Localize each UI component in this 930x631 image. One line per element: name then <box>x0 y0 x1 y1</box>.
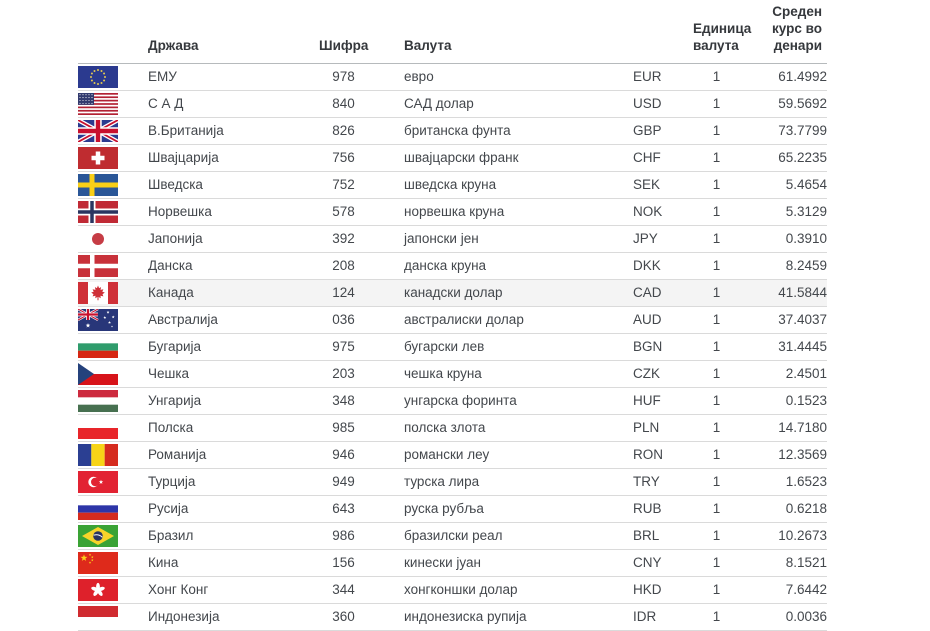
eu-flag-icon <box>78 66 118 88</box>
country-flag-cell <box>78 468 148 495</box>
table-row[interactable] <box>78 414 827 441</box>
country-flag-cell <box>78 441 148 468</box>
table-row[interactable] <box>78 306 827 333</box>
currency-numeric-code: 124 <box>319 279 380 306</box>
currency-iso-code: SEK <box>633 171 693 198</box>
table-row[interactable] <box>78 576 827 603</box>
country-name: Швајцарија <box>148 144 319 171</box>
country-name: Норвешка <box>148 198 319 225</box>
country-flag-cell <box>78 198 148 225</box>
cn-flag-icon <box>78 552 118 574</box>
table-row[interactable] <box>78 171 827 198</box>
country-name: Бразил <box>148 522 319 549</box>
currency-numeric-code: 643 <box>319 495 380 522</box>
currency-numeric-code: 986 <box>319 522 380 549</box>
middle-rate: 31.4445 <box>748 333 827 360</box>
country-name: Данска <box>148 252 319 279</box>
currency-iso-code: NOK <box>633 198 693 225</box>
country-flag-cell <box>78 306 148 333</box>
country-name: Австралија <box>148 306 319 333</box>
country-flag-cell <box>78 522 148 549</box>
currency-numeric-code: 360 <box>319 603 380 630</box>
country-flag-cell <box>78 117 148 144</box>
currency-numeric-code: 752 <box>319 171 380 198</box>
country-name: Индонезија <box>148 603 319 630</box>
currency-iso-code: HKD <box>633 576 693 603</box>
currency-iso-code: HUF <box>633 387 693 414</box>
currency-iso-code: PLN <box>633 414 693 441</box>
table-row[interactable] <box>78 279 827 306</box>
currency-unit: 1 <box>693 414 748 441</box>
rate-column-header: Среден курс во денари <box>748 0 827 63</box>
flag-column-header <box>78 0 148 63</box>
currency-iso-code: CNY <box>633 549 693 576</box>
middle-rate: 37.4037 <box>748 306 827 333</box>
currency-name: хонгконшки долар <box>380 576 633 603</box>
currency-unit: 1 <box>693 576 748 603</box>
middle-rate: 0.1523 <box>748 387 827 414</box>
middle-rate: 1.6523 <box>748 468 827 495</box>
iso-code-column-header <box>633 0 693 63</box>
hk-flag-icon <box>78 579 118 601</box>
currency-numeric-code: 392 <box>319 225 380 252</box>
currency-unit: 1 <box>693 63 748 90</box>
country-name: Канада <box>148 279 319 306</box>
country-flag-cell <box>78 279 148 306</box>
currency-unit: 1 <box>693 495 748 522</box>
middle-rate: 8.2459 <box>748 252 827 279</box>
country-name: Хонг Конг <box>148 576 319 603</box>
tr-flag-icon <box>78 471 118 493</box>
currency-name: кинески јуан <box>380 549 633 576</box>
currency-unit: 1 <box>693 90 748 117</box>
country-flag-cell <box>78 225 148 252</box>
table-row[interactable] <box>78 549 827 576</box>
middle-rate: 5.3129 <box>748 198 827 225</box>
currency-iso-code: AUD <box>633 306 693 333</box>
country-name: Романија <box>148 441 319 468</box>
currency-iso-code: CAD <box>633 279 693 306</box>
currency-iso-code: RON <box>633 441 693 468</box>
bg-flag-icon <box>78 336 118 358</box>
currency-unit: 1 <box>693 117 748 144</box>
pl-flag-icon <box>78 417 118 439</box>
middle-rate: 12.3569 <box>748 441 827 468</box>
currency-unit: 1 <box>693 387 748 414</box>
currency-numeric-code: 985 <box>319 414 380 441</box>
br-flag-icon <box>78 525 118 547</box>
currency-name: индонезиска рупија <box>380 603 633 630</box>
currency-name: јапонски јен <box>380 225 633 252</box>
country-name: С А Д <box>148 90 319 117</box>
currency-unit: 1 <box>693 333 748 360</box>
no-flag-icon <box>78 201 118 223</box>
currency-iso-code: EUR <box>633 63 693 90</box>
middle-rate: 8.1521 <box>748 549 827 576</box>
gb-flag-icon <box>78 120 118 142</box>
country-column-header: Држава <box>148 0 319 63</box>
country-flag-cell <box>78 252 148 279</box>
middle-rate: 14.7180 <box>748 414 827 441</box>
ch-flag-icon <box>78 147 118 169</box>
currency-iso-code: CHF <box>633 144 693 171</box>
country-flag-cell <box>78 63 148 90</box>
middle-rate: 7.6442 <box>748 576 827 603</box>
country-flag-cell <box>78 360 148 387</box>
se-flag-icon <box>78 174 118 196</box>
country-name: Јапонија <box>148 225 319 252</box>
currency-numeric-code: 344 <box>319 576 380 603</box>
currency-iso-code: BRL <box>633 522 693 549</box>
currency-unit: 1 <box>693 360 748 387</box>
hu-flag-icon <box>78 390 118 412</box>
currency-iso-code: JPY <box>633 225 693 252</box>
country-name: Бугарија <box>148 333 319 360</box>
currency-name: руска рубља <box>380 495 633 522</box>
currency-unit: 1 <box>693 225 748 252</box>
middle-rate: 2.4501 <box>748 360 827 387</box>
currency-column-header: Валута <box>380 0 633 63</box>
country-flag-cell <box>78 603 148 630</box>
country-flag-cell <box>78 549 148 576</box>
country-name: Турција <box>148 468 319 495</box>
currency-numeric-code: 036 <box>319 306 380 333</box>
country-name: Шведска <box>148 171 319 198</box>
middle-rate: 0.0036 <box>748 603 827 630</box>
table-row[interactable] <box>78 333 827 360</box>
middle-rate: 59.5692 <box>748 90 827 117</box>
country-name: ЕМУ <box>148 63 319 90</box>
currency-iso-code: USD <box>633 90 693 117</box>
country-flag-cell <box>78 414 148 441</box>
currency-name: турска лира <box>380 468 633 495</box>
country-flag-cell <box>78 144 148 171</box>
rates-table-body <box>78 63 827 630</box>
table-row[interactable] <box>78 252 827 279</box>
currency-unit: 1 <box>693 144 748 171</box>
id-flag-icon <box>78 606 118 628</box>
currency-unit: 1 <box>693 171 748 198</box>
currency-iso-code: RUB <box>633 495 693 522</box>
currency-numeric-code: 975 <box>319 333 380 360</box>
currency-iso-code: GBP <box>633 117 693 144</box>
middle-rate: 73.7799 <box>748 117 827 144</box>
currency-unit: 1 <box>693 279 748 306</box>
currency-numeric-code: 949 <box>319 468 380 495</box>
currency-numeric-code: 578 <box>319 198 380 225</box>
currency-unit: 1 <box>693 441 748 468</box>
currency-name: бразилски реал <box>380 522 633 549</box>
middle-rate: 0.6218 <box>748 495 827 522</box>
currency-name: чешка круна <box>380 360 633 387</box>
table-row[interactable] <box>78 117 827 144</box>
table-row[interactable] <box>78 522 827 549</box>
au-flag-icon <box>78 309 118 331</box>
currency-name: шведска круна <box>380 171 633 198</box>
currency-unit: 1 <box>693 522 748 549</box>
currency-unit: 1 <box>693 198 748 225</box>
table-row[interactable] <box>78 144 827 171</box>
currency-name: бугарски лев <box>380 333 633 360</box>
country-name: Русија <box>148 495 319 522</box>
middle-rate: 10.2673 <box>748 522 827 549</box>
dk-flag-icon <box>78 255 118 277</box>
country-name: Кина <box>148 549 319 576</box>
currency-iso-code: TRY <box>633 468 693 495</box>
country-flag-cell <box>78 333 148 360</box>
currency-unit: 1 <box>693 603 748 630</box>
table-row[interactable] <box>78 387 827 414</box>
currency-name: австралиски долар <box>380 306 633 333</box>
currency-iso-code: CZK <box>633 360 693 387</box>
currency-numeric-code: 756 <box>319 144 380 171</box>
code-column-header: Шифра <box>319 0 380 63</box>
middle-rate: 65.2235 <box>748 144 827 171</box>
middle-rate: 5.4654 <box>748 171 827 198</box>
country-name: В.Британија <box>148 117 319 144</box>
currency-name: унгарска форинта <box>380 387 633 414</box>
currency-name: канадски долар <box>380 279 633 306</box>
ro-flag-icon <box>78 444 118 466</box>
currency-unit: 1 <box>693 468 748 495</box>
currency-name: полска злота <box>380 414 633 441</box>
country-flag-cell <box>78 495 148 522</box>
currency-numeric-code: 156 <box>319 549 380 576</box>
currency-iso-code: DKK <box>633 252 693 279</box>
table-row[interactable] <box>78 63 827 90</box>
currency-unit: 1 <box>693 549 748 576</box>
exchange-rates-table <box>78 0 827 631</box>
country-flag-cell <box>78 576 148 603</box>
currency-unit: 1 <box>693 306 748 333</box>
table-row[interactable] <box>78 90 827 117</box>
country-flag-cell <box>78 171 148 198</box>
currency-numeric-code: 208 <box>319 252 380 279</box>
table-row[interactable] <box>78 468 827 495</box>
currency-name: данска круна <box>380 252 633 279</box>
currency-name: швајцарски франк <box>380 144 633 171</box>
unit-column-header: Единица валута <box>693 0 748 63</box>
currency-unit: 1 <box>693 252 748 279</box>
table-row[interactable] <box>78 495 827 522</box>
currency-numeric-code: 840 <box>319 90 380 117</box>
currency-numeric-code: 978 <box>319 63 380 90</box>
currency-numeric-code: 826 <box>319 117 380 144</box>
currency-name: евро <box>380 63 633 90</box>
country-name: Унгарија <box>148 387 319 414</box>
table-header <box>78 0 827 63</box>
country-flag-cell <box>78 387 148 414</box>
table-row[interactable] <box>78 603 827 630</box>
currency-numeric-code: 946 <box>319 441 380 468</box>
currency-numeric-code: 203 <box>319 360 380 387</box>
currency-iso-code: IDR <box>633 603 693 630</box>
ru-flag-icon <box>78 498 118 520</box>
currency-iso-code: BGN <box>633 333 693 360</box>
cz-flag-icon <box>78 363 118 385</box>
middle-rate: 0.3910 <box>748 225 827 252</box>
jp-flag-icon <box>78 228 118 250</box>
currency-numeric-code: 348 <box>319 387 380 414</box>
ca-flag-icon <box>78 282 118 304</box>
table-row[interactable] <box>78 198 827 225</box>
country-flag-cell <box>78 90 148 117</box>
country-name: Полска <box>148 414 319 441</box>
middle-rate: 41.5844 <box>748 279 827 306</box>
table-row[interactable] <box>78 441 827 468</box>
currency-name: норвешка круна <box>380 198 633 225</box>
us-flag-icon <box>78 93 118 115</box>
currency-name: романски леу <box>380 441 633 468</box>
country-name: Чешка <box>148 360 319 387</box>
currency-name: британска фунта <box>380 117 633 144</box>
table-row[interactable] <box>78 360 827 387</box>
table-row[interactable] <box>78 225 827 252</box>
middle-rate: 61.4992 <box>748 63 827 90</box>
currency-name: САД долар <box>380 90 633 117</box>
